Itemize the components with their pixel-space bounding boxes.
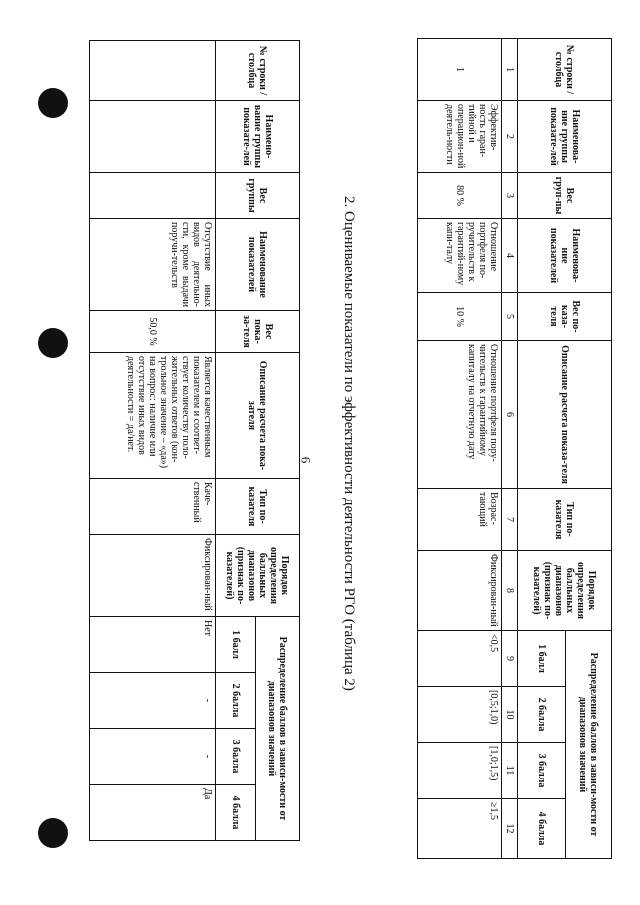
header-score-3: 3 балла — [518, 743, 566, 799]
indicators-table-1 — [89, 40, 300, 841]
header-score-1: 1 балл — [216, 617, 256, 673]
header-score-1: 1 балл — [518, 631, 566, 687]
punch-hole-middle — [38, 328, 68, 358]
header-indicator-weight: Вес пока-за-теля — [216, 311, 300, 353]
col-number: 5 — [502, 293, 518, 341]
table-row — [90, 41, 216, 841]
page-number: 6 — [298, 456, 314, 464]
col-number: 2 — [502, 101, 518, 173]
col-number: 6 — [502, 341, 518, 489]
cell-score-4: ≥1,5 — [418, 799, 502, 859]
cell-procedure: Фиксирован-ный — [90, 535, 216, 617]
cell-score-1: <0,5 — [418, 631, 502, 687]
cell-score-1: Нет — [90, 617, 216, 673]
header-group-name: Наименова-ние группы показате-лей — [518, 101, 612, 173]
cell-description: Является качественным показателем и соответ-ствует количеству поло-жительных ответов (кон-трольное значение – «да») на вопрос: наличие или отсутствие иных видов деятельности = да/нет. — [90, 353, 216, 479]
table1-wrapper — [89, 40, 300, 841]
cell-indicator-weight: 50,0 % — [90, 311, 216, 353]
cell-type: Возрас-тающий — [418, 489, 502, 551]
cell-row-num — [90, 41, 216, 101]
header-type: Тип по-казателя — [216, 479, 300, 535]
cell-group-weight: 80 % — [418, 173, 502, 219]
cell-group-name: Эффектив-ность гаран-тийной и операцион-ной деятель-ности — [418, 101, 502, 173]
col-number: 12 — [502, 799, 518, 859]
header-procedure: Порядок определения балльных диапазонов (признак по-казателей) — [216, 535, 300, 617]
header-group-weight: Вес группы — [216, 173, 300, 219]
cell-indicator-name: Отсутствие иных видов деятельно-сти, кроме выдачи поручи-тельств — [90, 219, 216, 311]
cell-group-weight — [90, 173, 216, 219]
header-distribution: Распределение баллов в зависи-мости от диапазонов значений — [256, 617, 300, 841]
col-number: 7 — [502, 489, 518, 551]
section-title: 2. Оцениваемые показатели по эффективности деятельности РГО (таблица 2) — [341, 196, 357, 691]
cell-score-2: - — [90, 673, 216, 729]
col-number: 9 — [502, 631, 518, 687]
header-group-weight: Вес груп-пы — [518, 173, 612, 219]
cell-description: Отношение портфеля пору-чительств к гарантийному капиталу на отчетную дату — [418, 341, 502, 489]
punch-hole-bottom — [38, 818, 68, 848]
col-number: 8 — [502, 551, 518, 631]
indicators-table-2 — [417, 38, 612, 859]
cell-group-name — [90, 101, 216, 173]
cell-score-3: [1,0;1,5) — [418, 743, 502, 799]
header-distribution: Распределение баллов в зависи-мости от диапазонов значений — [566, 631, 612, 859]
cell-score-3: - — [90, 729, 216, 785]
header-score-2: 2 балла — [216, 673, 256, 729]
cell-score-2: [0,5;1,0) — [418, 687, 502, 743]
header-row-num: № строки / столбца — [216, 41, 300, 101]
cell-procedure: Фиксирован-ный — [418, 551, 502, 631]
cell-indicator-name: Отношение портфеля по-ручительств к гарантий-ному капи-талу — [418, 219, 502, 293]
header-group-name: Наимено-вание группы показате-лей — [216, 101, 300, 173]
col-number: 3 — [502, 173, 518, 219]
header-score-2: 2 балла — [518, 687, 566, 743]
header-row-num: № строки / столбца — [518, 39, 612, 101]
table2-wrapper — [417, 38, 612, 859]
cell-indicator-weight: 10 % — [418, 293, 502, 341]
header-score-3: 3 балла — [216, 729, 256, 785]
cell-score-4: Да — [90, 785, 216, 841]
header-score-4: 4 балла — [518, 799, 566, 859]
col-number: 4 — [502, 219, 518, 293]
header-procedure: Порядок определения балльных диапазонов (признак по-казателей) — [518, 551, 612, 631]
col-number: 10 — [502, 687, 518, 743]
header-indicator-name: Наименование показателей — [216, 219, 300, 311]
col-number: 11 — [502, 743, 518, 799]
header-score-4: 4 балла — [216, 785, 256, 841]
col-number: 1 — [502, 39, 518, 101]
header-type: Тип по-казателя — [518, 489, 612, 551]
header-indicator-name: Наименова-ние показателей — [518, 219, 612, 293]
column-number-row — [502, 39, 518, 859]
cell-row-num: 1 — [418, 39, 502, 101]
cell-type: Каче-ственный — [90, 479, 216, 535]
table-row — [418, 39, 502, 859]
header-indicator-weight: Вес по-каза-теля — [518, 293, 612, 341]
header-description: Описание расчета показа-теля — [518, 341, 612, 489]
header-description: Описание расчета пока-зателя — [216, 353, 300, 479]
punch-hole-top — [38, 88, 68, 118]
